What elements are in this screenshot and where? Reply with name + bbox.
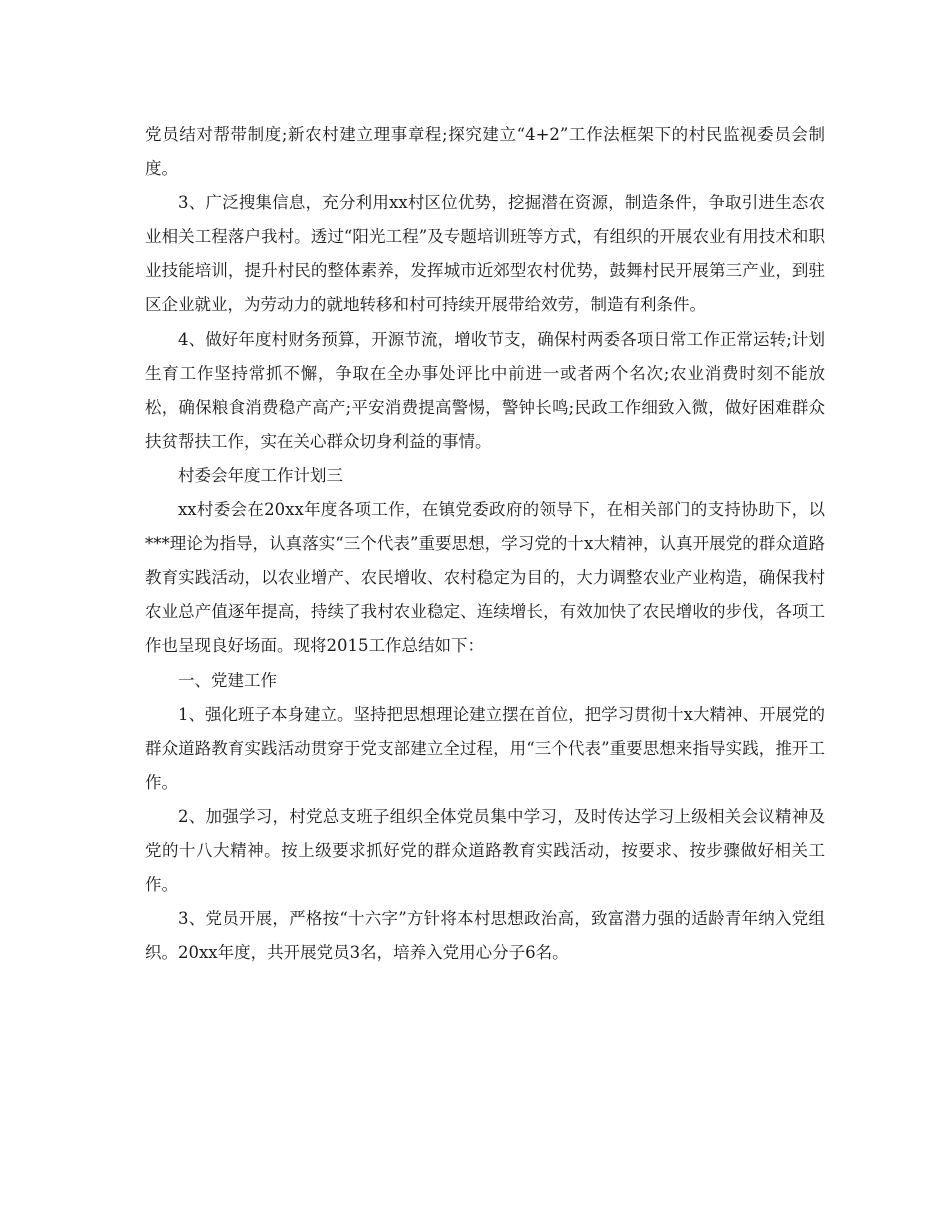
document-page <box>145 118 825 970</box>
paragraph-1: 党员结对帮带制度;新农村建立理事章程;探究建立“4+2”工作法框架下的村民监视委员会制度。 <box>145 125 825 179</box>
section-heading-party-building: 一、党建工作 <box>178 670 277 690</box>
paragraph-2: 3、广泛搜集信息，充分利用xx村区位优势，挖掘潜在资源，制造条件，争取引进生态农业相关工程落户我村。透过“阳光工程”及专题培训班等方式，有组织的开展农业有用技术和职业技能培训，提升村民的整体素养，发挥城市近郊型农村优势，鼓舞村民开展第三产业，到驻区企业就业，为劳动力的就地转移和村可持续开展带给效劳，制造有利条件。 <box>145 193 825 315</box>
paragraph-7: 3、党员开展，严格按“十六字”方针将本村思想政治高，致富潜力强的适龄青年纳入党组织。20xx年度，共开展党员3名，培养入党用心分子6名。 <box>145 909 825 963</box>
paragraph-4: xx村委会在20xx年度各项工作，在镇党委政府的领导下，在相关部门的支持协助下，以***理论为指导，认真落实“三个代表”重要思想，学习党的十x大精神，认真开展党的群众道路教育实践活动，以农业增产、农民增收、农村稳定为目的，大力调整农业产业构造，确保我村农业总产值逐年提高，持续了我村农业稳定、连续增长，有效加快了农民增收的步伐，各项工作也呈现良好场面。现将2015工作总结如下： <box>145 500 825 656</box>
paragraph-3: 4、做好年度村财务预算，开源节流，增收节支，确保村两委各项日常工作正常运转;计划生育工作坚持常抓不懈，争取在全办事处评比中前进一或者两个名次;农业消费时刻不能放松，确保粮食消费稳产高产;平安消费提高警惕，警钟长鸣;民政工作细致入微，做好困难群众扶贫帮扶工作，实在关心群众切身利益的事情。 <box>145 329 825 451</box>
paragraph-5: 1、强化班子本身建立。坚持把思想理论建立摆在首位，把学习贯彻十x大精神、开展党的群众道路教育实践活动贯穿于党支部建立全过程，用“三个代表”重要思想来指导实践，推开工作。 <box>145 704 825 792</box>
section-heading-plan-three: 村委会年度工作计划三 <box>178 465 343 485</box>
paragraph-6: 2、加强学习，村党总支班子组织全体党员集中学习，及时传达学习上级相关会议精神及党的十八大精神。按上级要求抓好党的群众道路教育实践活动，按要求、按步骤做好相关工作。 <box>145 806 825 895</box>
